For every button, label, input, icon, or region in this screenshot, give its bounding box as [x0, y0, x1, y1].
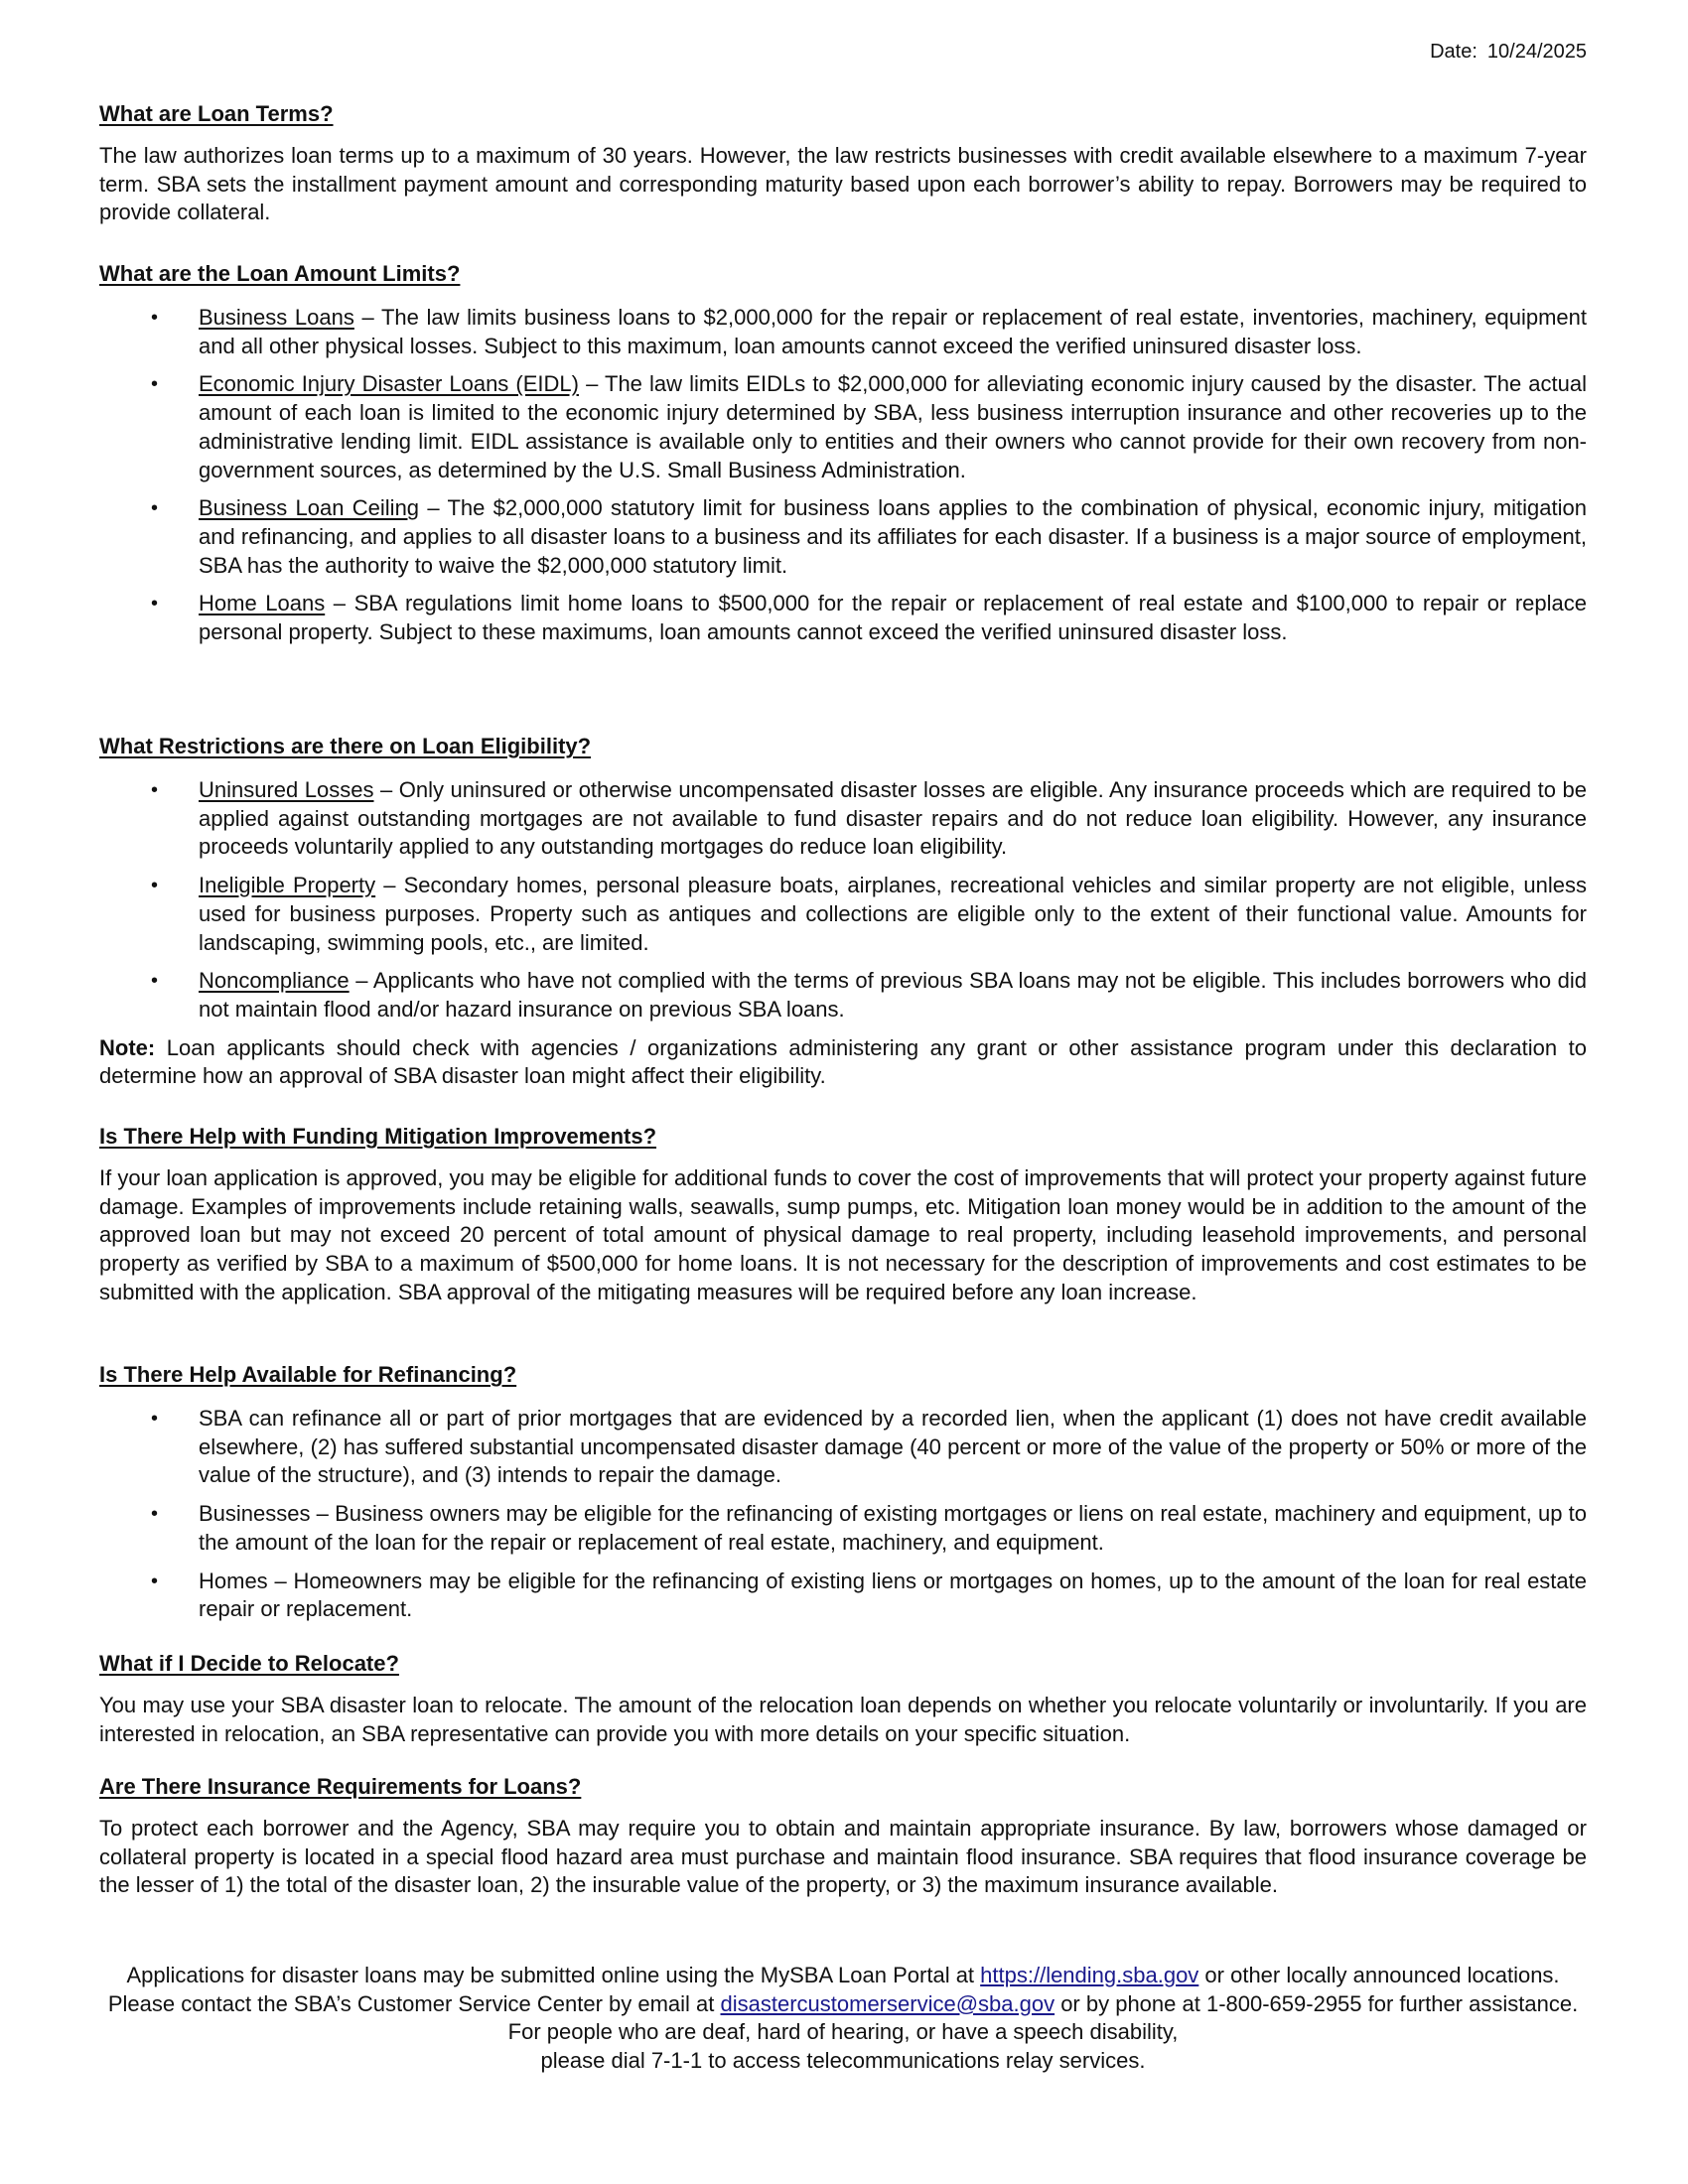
term-home-loans: Home Loans	[199, 591, 326, 616]
section-loan-terms	[99, 100, 1587, 227]
list-item-ineligible-property	[99, 872, 1587, 957]
section-amount-limits	[99, 260, 1587, 657]
amount-limits-list	[99, 304, 1587, 647]
paragraph-loan-terms: The law authorizes loan terms up to a maximum of 30 years. However, the law restricts businesses with credit available elsewhere to a maximum 7-year term. SBA sets the installment payment amount and corresponding maturity based upon each borrower’s ability to repay. Borrowers may be required to provide collateral.	[99, 143, 1587, 225]
item-text: – The law limits EIDLs to $2,000,000 for alleviating economic injury caused by the disaster. The actual amount of each loan is limited to the economic injury determined by SBA, less business interruption insurance and other recoveries up to the administrative lending limit. EIDL assistance is available only to entities and their owners who cannot provide for their own recovery from non-government sources, as determined by the U.S. Small Business Administration.	[199, 371, 1587, 482]
list-item-noncompliance	[99, 967, 1587, 1024]
item-text: – Only uninsured or otherwise uncompensated disaster losses are eligible. Any insurance proceeds which are required to be applied against outstanding mortgages are not available to fund disaster repairs and do not reduce loan eligibility. However, any insurance proceeds voluntarily applied to any outstanding mortgages do reduce loan eligibility.	[199, 777, 1587, 860]
refinancing-list	[99, 1405, 1587, 1624]
paragraph-mitigation: If your loan application is approved, you may be eligible for additional funds to cover the cost of improvements that will protect your property against future damage. Examples of improvements include retaining walls, seawalls, sump pumps, etc. Mitigation loan money would be in addition to the amount of the approved loan but may not exceed 20 percent of total amount of physical damage to real property, including leasehold improvements, and personal property as verified by SBA to a maximum of $500,000 for home loans. It is not necessary for the description of improvements and cost estimates to be submitted with the application. SBA approval of the mitigating measures will be required before any loan increase.	[99, 1165, 1587, 1304]
paragraph-relocate: You may use your SBA disaster loan to relocate. The amount of the relocation loan depends on whether you relocate voluntarily or involuntarily. If you are interested in relocation, an SBA representative can provide you with more details on your specific situation.	[99, 1693, 1587, 1746]
heading-restrictions: What Restrictions are there on Loan Eligibility?	[99, 734, 592, 758]
bullet-icon: •	[151, 970, 159, 993]
footer-text-3: or by phone at 1-800-659-2955 for further assistance. For people who are deaf, hard of hearing, or have a speech disability,	[507, 1990, 1579, 2045]
heading-mitigation: Is There Help with Funding Mitigation Improvements?	[99, 1124, 657, 1149]
section-mitigation	[99, 1123, 1587, 1307]
note-label: Note:	[99, 1034, 156, 1060]
bullet-icon: •	[151, 1570, 159, 1592]
section-insurance	[99, 1773, 1587, 1900]
term-business-loans: Business Loans	[199, 305, 354, 330]
date-label: Date:	[1430, 41, 1477, 63]
list-item-business-loans	[99, 304, 1587, 360]
list-item-homes	[99, 1568, 1587, 1624]
list-item-uninsured-losses	[99, 776, 1587, 862]
list-item-businesses	[99, 1500, 1587, 1557]
item-text: Homes – Homeowners may be eligible for the refinancing of existing liens or mortgages on homes, up to the amount of the loan for real estate repair or replacement.	[199, 1568, 1587, 1622]
section-restrictions	[99, 733, 1587, 1091]
portal-link[interactable]: https://lending.sba.gov	[980, 1963, 1199, 1987]
term-ineligible-property: Ineligible Property	[199, 873, 376, 898]
section-relocate	[99, 1650, 1587, 1748]
heading-insurance: Are There Insurance Requirements for Loans?	[99, 1774, 582, 1799]
heading-relocate: What if I Decide to Relocate?	[99, 1651, 399, 1676]
footer-text-4: please dial 7-1-1 to access telecommunications relay services.	[540, 2048, 1146, 2074]
document-date	[1430, 40, 1587, 64]
heading-loan-terms: What are Loan Terms?	[99, 101, 334, 126]
term-uninsured-losses: Uninsured Losses	[199, 777, 374, 802]
heading-amount-limits: What are the Loan Amount Limits?	[99, 261, 461, 286]
bullet-icon: •	[151, 1503, 159, 1526]
paragraph-insurance: To protect each borrower and the Agency, SBA may require you to obtain and maintain appropriate insurance. By law, borrowers whose damaged or collateral property is located in a special flood hazard area must purchase and maintain flood insurance. SBA requires that flood insurance coverage be the lesser of 1) the total of the disaster loan, 2) the insurable value of the property, or 3) the maximum insurance available.	[99, 1816, 1587, 1898]
email-link[interactable]: disastercustomerservice@sba.gov	[720, 1990, 1055, 2016]
list-item-eidl	[99, 370, 1587, 484]
item-text: – The law limits business loans to $2,000,000 for the repair or replacement of real estate, inventories, machinery, equipment and all other physical losses. Subject to this maximum, loan amounts cannot exceed the verified uninsured disaster loss.	[199, 305, 1587, 358]
bullet-icon: •	[151, 373, 159, 396]
item-text: SBA can refinance all or part of prior mortgages that are evidenced by a recorded lien, when the applicant (1) does not have credit available elsewhere, (2) has suffered substantial uncompensated disaster damage (40 percent or more of the value of the property or 50% or more of the value of the structure), and (3) intends to repair the damage.	[199, 1406, 1587, 1488]
term-noncompliance: Noncompliance	[199, 968, 350, 994]
list-item-home-loans	[99, 590, 1587, 646]
footer-text-1: Applications for disaster loans may be submitted online using the MySBA Loan Portal at	[126, 1963, 981, 1987]
footer-text-2: or other locally announced locations. Please contact the SBA’s Customer Service Center by email at	[107, 1963, 1560, 2016]
list-item-refinance-mortgages	[99, 1405, 1587, 1490]
bullet-icon: •	[151, 307, 159, 329]
term-business-loan-ceiling: Business Loan Ceiling	[199, 495, 420, 521]
date-value: 10/24/2025	[1486, 41, 1587, 63]
bullet-icon: •	[151, 497, 159, 520]
item-text: – Secondary homes, personal pleasure boats, airplanes, recreational vehicles and similar property are not eligible, unless used for business purposes. Property such as antiques and collections are eligible only to the extent of their functional value. Amounts for landscaping, swimming pools, etc., are limited.	[199, 873, 1587, 955]
item-text: Businesses – Business owners may be eligible for the refinancing of existing mortgages or liens on real estate, machinery and equipment, up to the amount of the loan for the repair or replacement of real estate, machinery, and equipment.	[199, 1501, 1587, 1555]
bullet-icon: •	[151, 593, 159, 615]
list-item-business-loan-ceiling	[99, 494, 1587, 580]
restrictions-list	[99, 776, 1587, 1024]
section-refinancing	[99, 1361, 1587, 1634]
term-eidl: Economic Injury Disaster Loans (EIDL)	[199, 371, 579, 397]
heading-refinancing: Is There Help Available for Refinancing?	[99, 1362, 517, 1387]
contact-footer	[99, 1962, 1587, 2076]
note-paragraph	[99, 1034, 1587, 1091]
bullet-icon: •	[151, 875, 159, 897]
bullet-icon: •	[151, 1408, 159, 1430]
item-text: – Applicants who have not complied with the terms of previous SBA loans may not be eligible. This includes borrowers who did not maintain flood and/or hazard insurance on previous SBA loans.	[199, 968, 1587, 1022]
item-text: – SBA regulations limit home loans to $500,000 for the repair or replacement of real estate and $100,000 to repair or replace personal property. Subject to these maximums, loan amounts cannot exceed the verified uninsured disaster loss.	[199, 591, 1587, 645]
item-text: – The $2,000,000 statutory limit for business loans applies to the combination of physical, economic injury, mitigation and refinancing, and applies to all disaster loans to a business and its affiliates for each disaster. If a business is a major source of employment, SBA has the authority to waive the $2,000,000 statutory limit.	[199, 495, 1587, 578]
note-text: Loan applicants should check with agencies / organizations administering any grant or other assistance program under this declaration to determine how an approval of SBA disaster loan might affect their eligibility.	[99, 1034, 1587, 1089]
bullet-icon: •	[151, 779, 159, 801]
